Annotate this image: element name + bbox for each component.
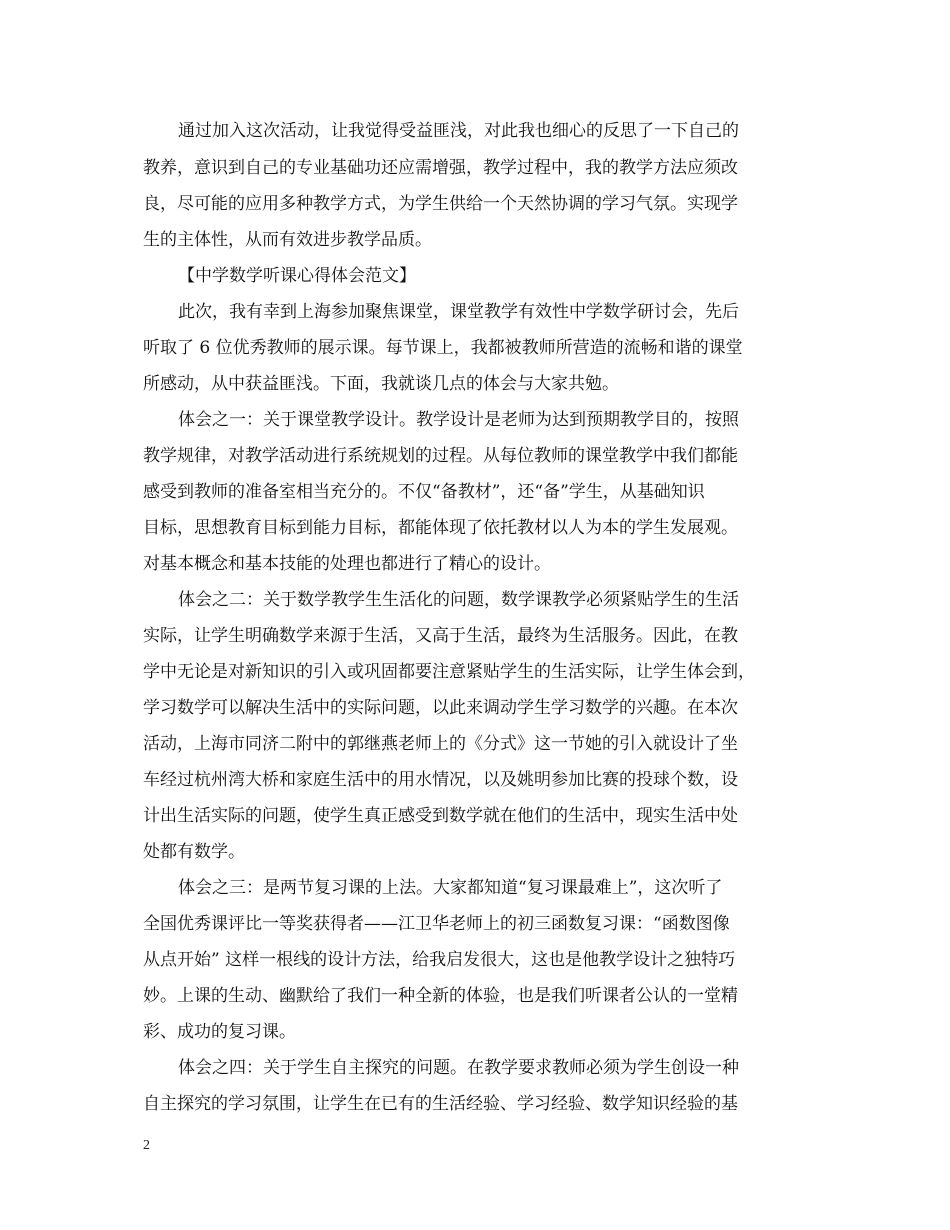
paragraph-line: 目标，思想教育目标到能力目标，都能体现了依托教材以人为本的学生发展观。 [143,518,738,538]
paragraph-line: 妙。上课的生动、幽默给了我们一种全新的体验，也是我们听课者公认的一堂精 [143,986,738,1006]
paragraph-line: 感受到教师的准备室相当充分的。不仅“备教材”，还“备”学生，从基础知识 [143,482,705,502]
paragraph-line: 车经过杭州湾大桥和家庭生活中的用水情况，以及姚明参加比赛的投球个数，设 [143,770,738,790]
paragraph-line: 学中无论是对新知识的引入或巩固都要注意紧贴学生的生活实际，让学生体会到， [143,662,755,682]
paragraph-line: 教学规律，对教学活动进行系统规划的过程。从每位教师的课堂教学中我们都能 [143,446,738,466]
paragraph-line: 活动，上海市同济二附中的郭继燕老师上的《分式》这一节她的引入就设计了坐 [143,734,738,754]
paragraph-line: 体会之四：关于学生自主探究的问题。在教学要求教师必须为学生创设一种 [178,1058,739,1078]
paragraph-line: 全国优秀课评比一等奖获得者——江卫华老师上的初三函数复习课：“函数图像 [143,914,730,934]
paragraph-line: 彩、成功的复习课。 [143,1022,296,1042]
section-heading: 【中学数学听课心得体会范文】 [178,266,416,286]
paragraph-line: 生的主体性，从而有效进步教学品质。 [143,230,432,250]
paragraph-line: 从点开始” 这样一根线的设计方法，给我启发很大，这也是他教学设计之独特巧 [143,950,736,970]
paragraph-line: 体会之一：关于课堂教学设计。教学设计是老师为达到预期教学目的，按照 [178,410,739,430]
paragraph-line: 计出生活实际的问题，使学生真正感受到数学就在他们的生活中，现实生活中处 [143,806,738,826]
paragraph-line: 自主探究的学习氛围，让学生在已有的生活经验、学习经验、数学知识经验的基 [143,1094,738,1114]
paragraph-line: 所感动，从中获益匪浅。下面，我就谈几点的体会与大家共勉。 [143,374,619,394]
paragraph-line: 体会之三：是两节复习课的上法。大家都知道“复习课最难上”，这次听了 [178,878,723,898]
paragraph-line: 对基本概念和基本技能的处理也都进行了精心的设计。 [143,554,551,574]
paragraph-line: 体会之二：关于数学教学生生活化的问题，数学课教学必须紧贴学生的生活 [178,590,739,610]
paragraph-line: 此次，我有幸到上海参加聚焦课堂，课堂教学有效性中学数学研讨会，先后 [178,302,739,322]
paragraph-line: 良，尽可能的应用多种教学方式，为学生供给一个天然协调的学习气氛。实现学 [143,194,738,214]
paragraph-line: 学习数学可以解决生活中的实际问题，以此来调动学生学习数学的兴趣。在本次 [143,698,738,718]
paragraph-line: 实际，让学生明确数学来源于生活，又高于生活，最终为生活服务。因此，在教 [143,626,738,646]
paragraph-line: 处都有数学。 [143,842,245,862]
paragraph-line: 教养，意识到自己的专业基础功还应需增强，教学过程中，我的教学方法应须改 [143,158,738,178]
page-number: 2 [143,1138,150,1153]
paragraph-line: 听取了 6 位优秀教师的展示课。每节课上，我都被教师所营造的流畅和谐的课堂 [143,338,743,358]
paragraph-line: 通过加入这次活动，让我觉得受益匪浅，对此我也细心的反思了一下自己的 [178,121,739,141]
